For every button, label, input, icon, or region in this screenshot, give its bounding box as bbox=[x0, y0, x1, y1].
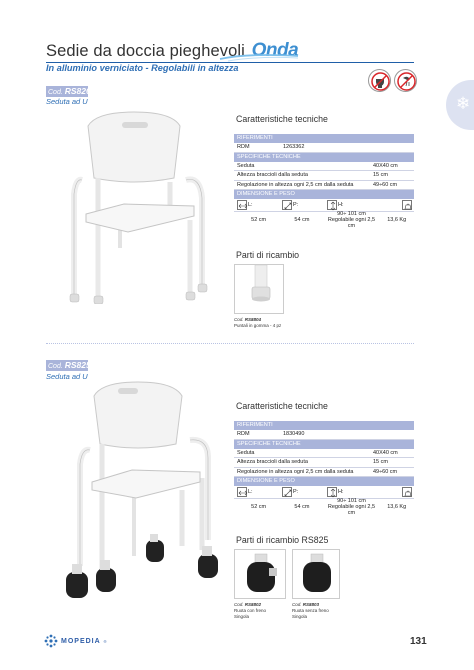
height-value bbox=[324, 498, 380, 516]
part-description-2: Singola bbox=[292, 614, 308, 619]
spec-row bbox=[234, 171, 414, 181]
seat-type: Seduta ad U bbox=[46, 97, 88, 106]
footer-logo bbox=[44, 634, 107, 648]
rubber-tip-icon bbox=[235, 265, 285, 315]
width-label: L: bbox=[248, 489, 253, 496]
seat-type: Seduta ad U bbox=[46, 372, 88, 381]
no-toilet-icon bbox=[368, 69, 391, 92]
spec-row bbox=[234, 468, 414, 478]
width-label: L: bbox=[248, 202, 253, 209]
height-note: Regolabile ogni 2,5 cm bbox=[327, 217, 375, 230]
cod-prefix: Cod. bbox=[48, 89, 63, 96]
spare-part-caption bbox=[234, 602, 266, 620]
height-label: H: bbox=[338, 489, 344, 496]
spec-label: Seduta bbox=[237, 162, 255, 169]
spare-part-caption bbox=[292, 602, 329, 620]
depth-arrow-icon bbox=[282, 487, 292, 497]
cod-prefix: Cod. bbox=[48, 363, 63, 370]
spare-part-image bbox=[292, 549, 340, 599]
spare-parts-title: Parti di ricambio RS825 bbox=[236, 535, 329, 545]
page-title-text: Sedie da doccia pieghevoli bbox=[46, 42, 245, 60]
caster-wheel bbox=[146, 534, 164, 562]
part-description: Puntali in gomma - 4 pz bbox=[234, 323, 282, 328]
height-arrows-icon bbox=[327, 487, 337, 497]
snowflake-icon: ❄ bbox=[456, 94, 471, 114]
depth-label: P: bbox=[293, 202, 299, 209]
depth-label: P: bbox=[293, 489, 299, 496]
spare-parts-title: Parti di ricambio bbox=[236, 250, 300, 260]
spec-value: 40X40 cm bbox=[373, 162, 398, 169]
weight-value: 13,6 Kg bbox=[387, 504, 407, 511]
brand-swoosh-icon bbox=[218, 52, 300, 62]
mopedia-logo-icon bbox=[44, 634, 58, 648]
specs-title: Caratteristiche tecniche bbox=[236, 114, 328, 124]
rdm-value: 1830490 bbox=[283, 431, 305, 437]
shower-chair-wheels-image bbox=[62, 378, 222, 604]
spare-part-image bbox=[234, 264, 284, 314]
dimension-header: DIMENSIONE E PESO bbox=[234, 477, 414, 486]
caster-wheel bbox=[96, 560, 116, 592]
dimension-values-row bbox=[234, 499, 414, 515]
part-cod-prefix: Cod. bbox=[234, 317, 244, 322]
spec-value: 49÷60 cm bbox=[373, 181, 398, 188]
shower-chair-image bbox=[62, 108, 222, 304]
height-range: 90÷ 101 cm bbox=[337, 211, 366, 218]
dimension-values-row bbox=[234, 212, 414, 228]
specs-table bbox=[234, 421, 414, 515]
footer-logo-text: MOPEDIA bbox=[61, 637, 101, 645]
spec-row bbox=[234, 181, 414, 191]
spec-row bbox=[234, 162, 414, 172]
dimension-header: DIMENSIONE E PESO bbox=[234, 190, 414, 199]
product-code: RS826 bbox=[64, 86, 91, 96]
riferimenti-header: RIFERIMENTI bbox=[234, 134, 414, 143]
section-divider bbox=[46, 343, 414, 344]
side-tab bbox=[446, 80, 474, 130]
part-description: Ruota senza freno bbox=[292, 608, 329, 613]
specifiche-header: SPECIFICHE TECNICHE bbox=[234, 153, 414, 162]
part-code: RS8803 bbox=[302, 602, 320, 607]
rdm-row bbox=[234, 430, 414, 440]
spec-label: Regolazione in altezza ogni 2,5 cm dalla seduta bbox=[237, 181, 354, 188]
product-code-tag bbox=[46, 86, 91, 97]
spec-value: 49÷60 cm bbox=[373, 468, 398, 475]
spec-row bbox=[234, 449, 414, 459]
weight-icon bbox=[402, 200, 412, 210]
no-shower-icon bbox=[394, 69, 417, 92]
footer-logo-mark: ® bbox=[103, 638, 107, 644]
part-description-2: Singola bbox=[234, 614, 250, 619]
spare-part-caption bbox=[234, 317, 281, 329]
spec-label: Regolazione in altezza ogni 2,5 cm dalla seduta bbox=[237, 468, 354, 475]
wheel-with-brake-icon bbox=[235, 550, 287, 600]
caster-wheel bbox=[198, 546, 218, 578]
spec-row bbox=[234, 458, 414, 468]
rdm-label: RDM bbox=[237, 144, 250, 150]
width-arrows-icon bbox=[237, 200, 247, 210]
spare-part-image bbox=[234, 549, 286, 599]
spec-label: Altezza braccioli dalla seduta bbox=[237, 172, 308, 179]
spec-label: Altezza braccioli dalla seduta bbox=[237, 459, 308, 466]
page-number: 131 bbox=[410, 636, 427, 647]
part-cod-prefix: Cod. bbox=[234, 602, 244, 607]
spec-value: 40X40 cm bbox=[373, 449, 398, 456]
product-code-tag bbox=[46, 360, 91, 371]
height-value bbox=[324, 211, 380, 229]
depth-value: 54 cm bbox=[294, 217, 310, 224]
width-arrows-icon bbox=[237, 487, 247, 497]
feature-icons bbox=[368, 69, 417, 92]
page-subtitle: In alluminio verniciato - Regolabili in altezza bbox=[46, 63, 239, 73]
weight-icon bbox=[402, 487, 412, 497]
rdm-label: RDM bbox=[237, 431, 250, 437]
rdm-row bbox=[234, 143, 414, 153]
depth-arrow-icon bbox=[282, 200, 292, 210]
product-code: RS825 bbox=[64, 360, 91, 370]
rdm-value: 1263362 bbox=[283, 144, 305, 150]
width-value: 52 cm bbox=[251, 504, 267, 511]
depth-value: 54 cm bbox=[294, 504, 310, 511]
part-code: RS8804 bbox=[244, 317, 262, 322]
part-description: Ruota con freno bbox=[234, 608, 267, 613]
height-range: 90÷ 101 cm bbox=[337, 498, 366, 505]
part-cod-prefix: Cod. bbox=[292, 602, 302, 607]
width-value: 52 cm bbox=[251, 217, 267, 224]
spec-value: 15 cm bbox=[373, 172, 388, 179]
part-code: RS8802 bbox=[244, 602, 262, 607]
specs-table bbox=[234, 134, 414, 228]
height-note: Regolabile ogni 2,5 cm bbox=[327, 504, 375, 517]
height-label: H: bbox=[338, 202, 344, 209]
brand-logo: Onda bbox=[251, 40, 299, 61]
riferimenti-header: RIFERIMENTI bbox=[234, 421, 414, 430]
spec-value: 15 cm bbox=[373, 459, 388, 466]
height-arrows-icon bbox=[327, 200, 337, 210]
specifiche-header: SPECIFICHE TECNICHE bbox=[234, 440, 414, 449]
weight-value: 13,6 Kg bbox=[387, 217, 407, 224]
wheel-without-brake-icon bbox=[293, 550, 341, 600]
specs-title: Caratteristiche tecniche bbox=[236, 401, 328, 411]
spec-label: Seduta bbox=[237, 449, 255, 456]
caster-wheel bbox=[66, 564, 88, 598]
